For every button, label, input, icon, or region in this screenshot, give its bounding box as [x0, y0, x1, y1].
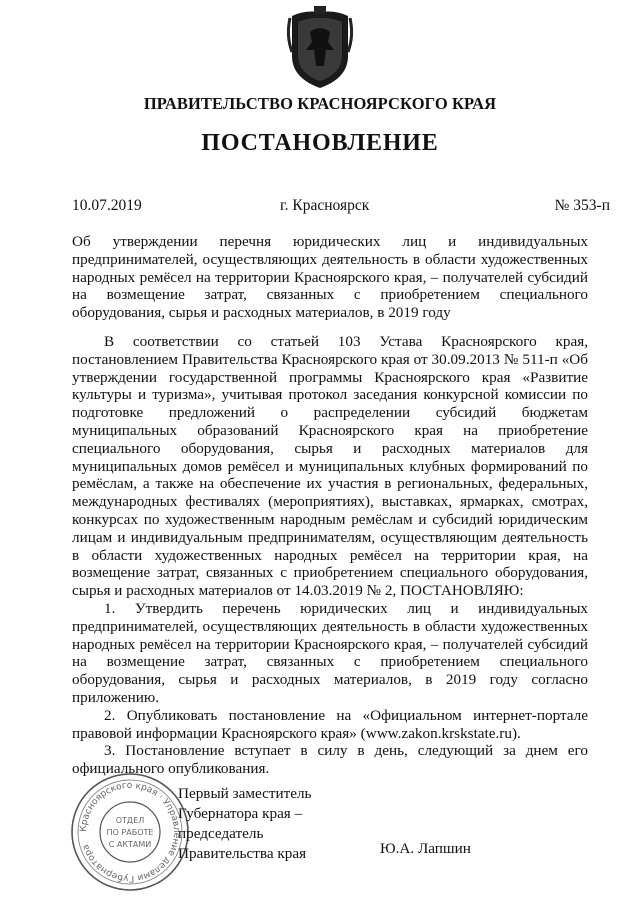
signature-block [178, 784, 311, 864]
coat-of-arms-emblem [284, 6, 356, 92]
document-date: 10.07.2019 [72, 197, 142, 214]
document-city: г. Красноярск [280, 197, 370, 214]
official-stamp [68, 770, 192, 894]
signature-position-line-2: Губернатора края – [178, 805, 303, 822]
signature-position-line-1: Первый заместитель [178, 785, 312, 802]
signer-name: Ю.А. Лапшин [380, 840, 471, 857]
body-item-3: 3. Постановление вступает в силу в день, следующий за днем его официального опубликования. [72, 742, 588, 778]
stamp-outer-text: Красноярского края · Управление делами Губернатора [78, 780, 182, 884]
body-item-1: 1. Утвердить перечень юридических лиц и индивидуальных предпринимателей, осуществляющих деятельность в области художественных народных ремёсел на территории Красноярского края, – получателей субсидий на возмещение затрат, связанных с приобретением специального оборудования, сырья и расходных материалов, в 2019 году согласно приложению. [72, 599, 588, 706]
stamp-inner-line-3: С АКТАМИ [108, 840, 152, 849]
document-subject: Об утверждении перечня юридических лиц и индивидуальных предпринимателей, осуществляющих деятельность в области художественных народных ремёсел на территории Красноярского края, – получателей субсидий на возмещение затрат, связанных с приобретением специального оборудования, сырья и расходных материалов, в 2019 году [72, 233, 588, 322]
signature-position-line-4: Правительства края [178, 845, 307, 862]
document-type-title: ПОСТАНОВЛЕНИЕ [201, 130, 439, 156]
document-body [72, 333, 588, 778]
document-number: № 353-п [554, 197, 610, 214]
body-item-2: 2. Опубликовать постановление на «Официальном интернет-портале правовой информации Красноярского края» (www.zakon.krskstate.ru). [72, 706, 588, 742]
signature-position-line-3: председатель [178, 825, 264, 842]
stamp-inner-line-1: ОТДЕЛ [115, 816, 145, 825]
organization-title: ПРАВИТЕЛЬСТВО КРАСНОЯРСКОГО КРАЯ [143, 94, 497, 113]
stamp-inner-line-2: ПО РАБОТЕ [106, 828, 154, 837]
body-preamble: В соответствии со статьей 103 Устава Красноярского края, постановлением Правительства Красноярского края от 30.09.2013 № 511-п «Об утверждении государственной программы Красноярского края «Развитие культуры и туризма», учитывая протокол заседания конкурсной комиссии по подготовке предложений о распределении субсидий бюджетам муниципальных образований Красноярского края на приобретение специального оборудования, сырья и расходных материалов для муниципальных домов ремёсел и муниципальных клубных формирований по ремёслам, а также на обеспечение их участия в региональных, федеральных, международных фестивалях (мероприятиях), выставках, ярмарках, смотрах, конкурсах по художественным народным ремёслам и субсидий юридическим лицам и индивидуальным предпринимателям, осуществляющим деятельность в области художественных народных ремёсел на территории края, на возмещение затрат, связанных с приобретением специального оборудования, сырья и расходных материалов от 14.03.2019 № 2, ПОСТАНОВЛЯЮ: [72, 333, 588, 600]
